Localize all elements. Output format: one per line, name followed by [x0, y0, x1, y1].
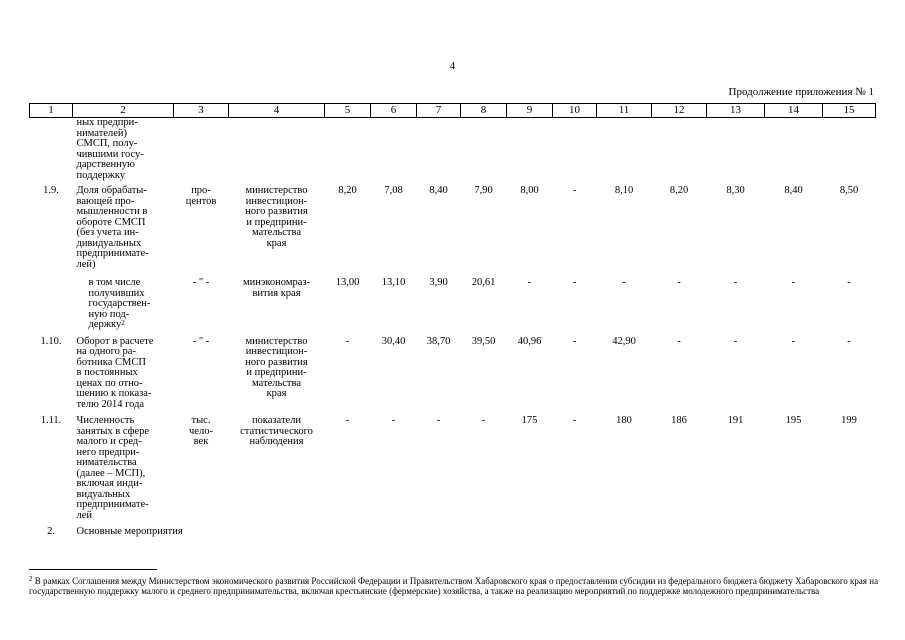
executor-line: мательства	[252, 227, 301, 238]
indicator-name	[73, 118, 174, 182]
indicator-name	[73, 410, 174, 521]
unit	[174, 410, 229, 521]
unit-line: - " -	[192, 335, 210, 347]
executor-line: статистического	[240, 425, 313, 437]
indicator-name-line: государствен-	[88, 298, 151, 309]
table-row	[30, 181, 876, 270]
value-cell: -	[436, 415, 441, 426]
indicator-name-line: (без учета ин-	[76, 227, 139, 238]
value-cell: 7,90	[474, 185, 493, 196]
value-cell	[371, 118, 417, 182]
header-cell: 1	[30, 104, 73, 118]
executor-line: инвестицион-	[245, 346, 308, 357]
header-cell: 15	[823, 104, 876, 118]
executor-line: показатели	[251, 415, 302, 426]
indicator-name-line: поддержку	[76, 169, 126, 181]
indicator-name-line: предпринимате-	[76, 248, 149, 259]
value-cell: -	[733, 277, 738, 288]
executor-line: минэкономраз-	[242, 277, 311, 288]
value-cell: -	[481, 415, 486, 426]
header-cell: 5	[325, 104, 371, 118]
indicator-name-line: занятых в сфере	[76, 425, 150, 437]
indicator-name-line: вающей про-	[76, 195, 135, 207]
value-cell	[553, 118, 597, 182]
value-cell: 13,00	[335, 277, 360, 288]
value-cell: -	[345, 415, 350, 426]
indicator-name-line: него предпри-	[76, 446, 140, 458]
value-cell: -	[733, 335, 738, 347]
executor-line: министерство	[245, 185, 308, 196]
value-cell	[417, 521, 461, 538]
executor	[229, 521, 325, 538]
header-cell: 12	[652, 104, 707, 118]
indicator-name-line: Численность	[76, 415, 135, 426]
value-cell	[823, 118, 876, 182]
table-row	[30, 270, 876, 331]
header-cell: 4	[229, 104, 325, 118]
value-cell	[707, 521, 765, 538]
indicator-name-line: СМСП, полу-	[76, 138, 138, 149]
value-cell	[325, 521, 371, 538]
value-cell: 8,30	[726, 185, 745, 196]
value-cell	[461, 521, 507, 538]
unit	[174, 118, 229, 182]
value-cell: 191	[727, 415, 744, 426]
indicator-name-line: дарственную	[76, 159, 135, 170]
indicator-name-line: на одного ра-	[76, 346, 136, 357]
value-cell: 199	[841, 415, 857, 426]
value-cell: 38,70	[426, 335, 451, 347]
value-cell	[417, 118, 461, 182]
value-cell: 8,40	[429, 185, 448, 196]
value-cell: -	[572, 185, 577, 196]
indicator-name-line: обороте СМСП	[76, 216, 146, 228]
unit	[174, 181, 229, 270]
indicator-name-line: (далее – МСП),	[76, 467, 146, 479]
row-number	[30, 270, 73, 331]
value-cell	[823, 521, 876, 538]
value-cell: -	[391, 415, 396, 426]
value-cell: 8,00	[520, 185, 539, 196]
header-cell: 11	[597, 104, 652, 118]
indicator-name-line: ных предпри-	[76, 117, 138, 128]
indicator-name-line: ную под-	[88, 308, 130, 320]
indicator-name	[73, 181, 174, 270]
page-number: 4	[449, 60, 456, 72]
table-row	[30, 118, 876, 182]
indicator-name	[73, 270, 174, 331]
unit-line: тыс.	[191, 415, 211, 426]
indicator-name-line: малого и сред-	[76, 436, 142, 447]
footnote-text: В рамках Соглашения между Министерством экономического развития Российской Федерации и Правительством Хабаровского края о предоставлении субсидии из федерального бюджета бюджету Хабаровского края на государственную поддержку малого и среднего предпринимательства, включая крестьянские (фермерские) хозяйства, а также на реализацию мероприятий по поддержке молодежного предпринимательства	[29, 576, 879, 596]
header-cell: 3	[174, 104, 229, 118]
indicator-name-line	[77, 320, 174, 331]
value-cell: 3,90	[429, 277, 448, 288]
value-cell: 8,40	[784, 185, 803, 196]
indicator-name-line: дивидуальных	[76, 237, 142, 249]
value-cell: -	[345, 335, 350, 347]
executor-line: края	[266, 237, 287, 249]
value-cell: -	[572, 335, 577, 347]
value-cell: -	[527, 277, 532, 288]
value-cell: 42,90	[612, 335, 636, 347]
value-cell: -	[677, 277, 681, 288]
footnote-mark: 2	[29, 575, 33, 583]
indicator-name-line: включая инди-	[76, 478, 143, 489]
table-row	[30, 410, 876, 521]
indicator-name-line: видуальных	[76, 488, 131, 500]
indicator-name-line: чившими госу-	[76, 148, 144, 160]
footnote	[29, 576, 879, 596]
indicator-name-line: телю 2014 года	[76, 398, 145, 410]
header-row	[30, 104, 876, 118]
indicator-name-line: нимателей)	[76, 127, 127, 139]
executor	[229, 331, 325, 411]
indicator-name-line: лей)	[76, 258, 96, 270]
header-cell: 9	[507, 104, 553, 118]
indicator-name-line: лей	[76, 509, 93, 521]
header-cell: 14	[765, 104, 823, 118]
value-cell: 8,20	[338, 185, 357, 196]
value-cell: 30,40	[381, 335, 406, 347]
indicator-name	[73, 521, 183, 538]
unit-line: про-	[191, 185, 211, 196]
unit	[174, 270, 229, 331]
table-row	[30, 331, 876, 411]
header-cell: 7	[417, 104, 461, 118]
indicator-name-line: Основные мероприятия	[76, 526, 183, 537]
unit-line: чело-	[189, 425, 213, 437]
value-cell: 180	[616, 415, 632, 426]
indicator-name-line: мышленности в	[76, 206, 148, 217]
value-cell: 40,96	[517, 335, 542, 347]
value-cell: 13,10	[381, 277, 406, 288]
indicator-name-line: Оборот в расчете	[76, 335, 154, 347]
value-cell	[461, 118, 507, 182]
indicator-name-line: предпринимате-	[76, 499, 149, 510]
value-cell	[652, 521, 707, 538]
value-cell	[553, 521, 597, 538]
continuation-label: Продолжение приложения № 1	[728, 86, 874, 98]
value-cell: 8,10	[614, 185, 634, 196]
value-cell	[597, 521, 652, 538]
value-cell: 20,61	[471, 277, 496, 288]
header-cell: 13	[707, 104, 765, 118]
value-cell: 39,50	[471, 335, 496, 347]
indicator-name-line: ценах по отно-	[76, 377, 143, 389]
executor-line: и предприни-	[246, 216, 307, 228]
header-cell: 2	[73, 104, 174, 118]
row-number	[30, 118, 73, 182]
executor	[229, 410, 325, 521]
row-number: 1.9.	[43, 185, 59, 196]
value-cell	[597, 118, 652, 182]
executor-line: края	[266, 388, 287, 399]
executor	[229, 270, 325, 331]
value-cell: -	[622, 277, 626, 288]
indicator-name-line: шению к показа-	[76, 388, 152, 399]
executor-line: министерство	[245, 335, 308, 347]
row-number: 2.	[47, 526, 55, 537]
value-cell	[507, 118, 553, 182]
value-cell: 195	[785, 415, 802, 426]
value-cell: 8,20	[669, 185, 689, 196]
footnote-divider	[29, 569, 157, 570]
value-cell: -	[572, 415, 577, 426]
header-cell: 10	[553, 104, 597, 118]
executor-line: и предприни-	[246, 367, 307, 378]
value-cell	[371, 521, 417, 538]
value-cell: -	[847, 335, 851, 347]
indicator-name-line: в постоянных	[76, 367, 138, 378]
value-cell: 175	[521, 415, 538, 426]
unit-line: центов	[185, 195, 217, 207]
executor-line: наблюдения	[249, 436, 304, 447]
footnote-reference: 2	[121, 319, 125, 327]
value-cell: -	[791, 335, 796, 347]
indicator-name-line: нимательства	[76, 457, 137, 468]
unit	[174, 331, 229, 411]
unit-line: - " -	[192, 277, 210, 288]
table-row	[30, 521, 876, 538]
executor-line: вития края	[252, 287, 301, 299]
value-cell	[507, 521, 553, 538]
indicator-name-line: получивших	[88, 287, 145, 299]
header-cell: 6	[371, 104, 417, 118]
indicator-name-line: Доля обрабаты-	[76, 185, 147, 196]
indicator-name-text: держку	[88, 319, 122, 330]
value-cell: -	[791, 277, 796, 288]
executor-line: инвестицион-	[245, 195, 308, 207]
executor	[229, 118, 325, 182]
value-cell: 186	[671, 415, 687, 426]
indicator-name-line: ботника СМСП	[76, 356, 146, 368]
value-cell	[765, 118, 823, 182]
indicator-name	[73, 331, 174, 411]
executor-line: ного развития	[245, 356, 308, 368]
executor	[229, 181, 325, 270]
value-cell	[707, 118, 765, 182]
value-cell	[325, 118, 371, 182]
value-cell: 7,08	[384, 185, 403, 196]
value-cell	[765, 521, 823, 538]
value-cell: -	[572, 277, 577, 288]
row-number: 1.11.	[40, 415, 62, 426]
executor-line: мательства	[252, 377, 301, 389]
indicators-table	[29, 103, 876, 538]
value-cell	[652, 118, 707, 182]
indicator-name-line: в том числе	[88, 277, 141, 288]
value-cell: -	[847, 277, 851, 288]
unit-line: век	[193, 436, 209, 447]
value-cell: -	[677, 335, 681, 347]
row-number: 1.10.	[40, 335, 62, 347]
header-cell: 8	[461, 104, 507, 118]
value-cell: 8,50	[839, 185, 859, 196]
executor-line: ного развития	[245, 206, 308, 217]
